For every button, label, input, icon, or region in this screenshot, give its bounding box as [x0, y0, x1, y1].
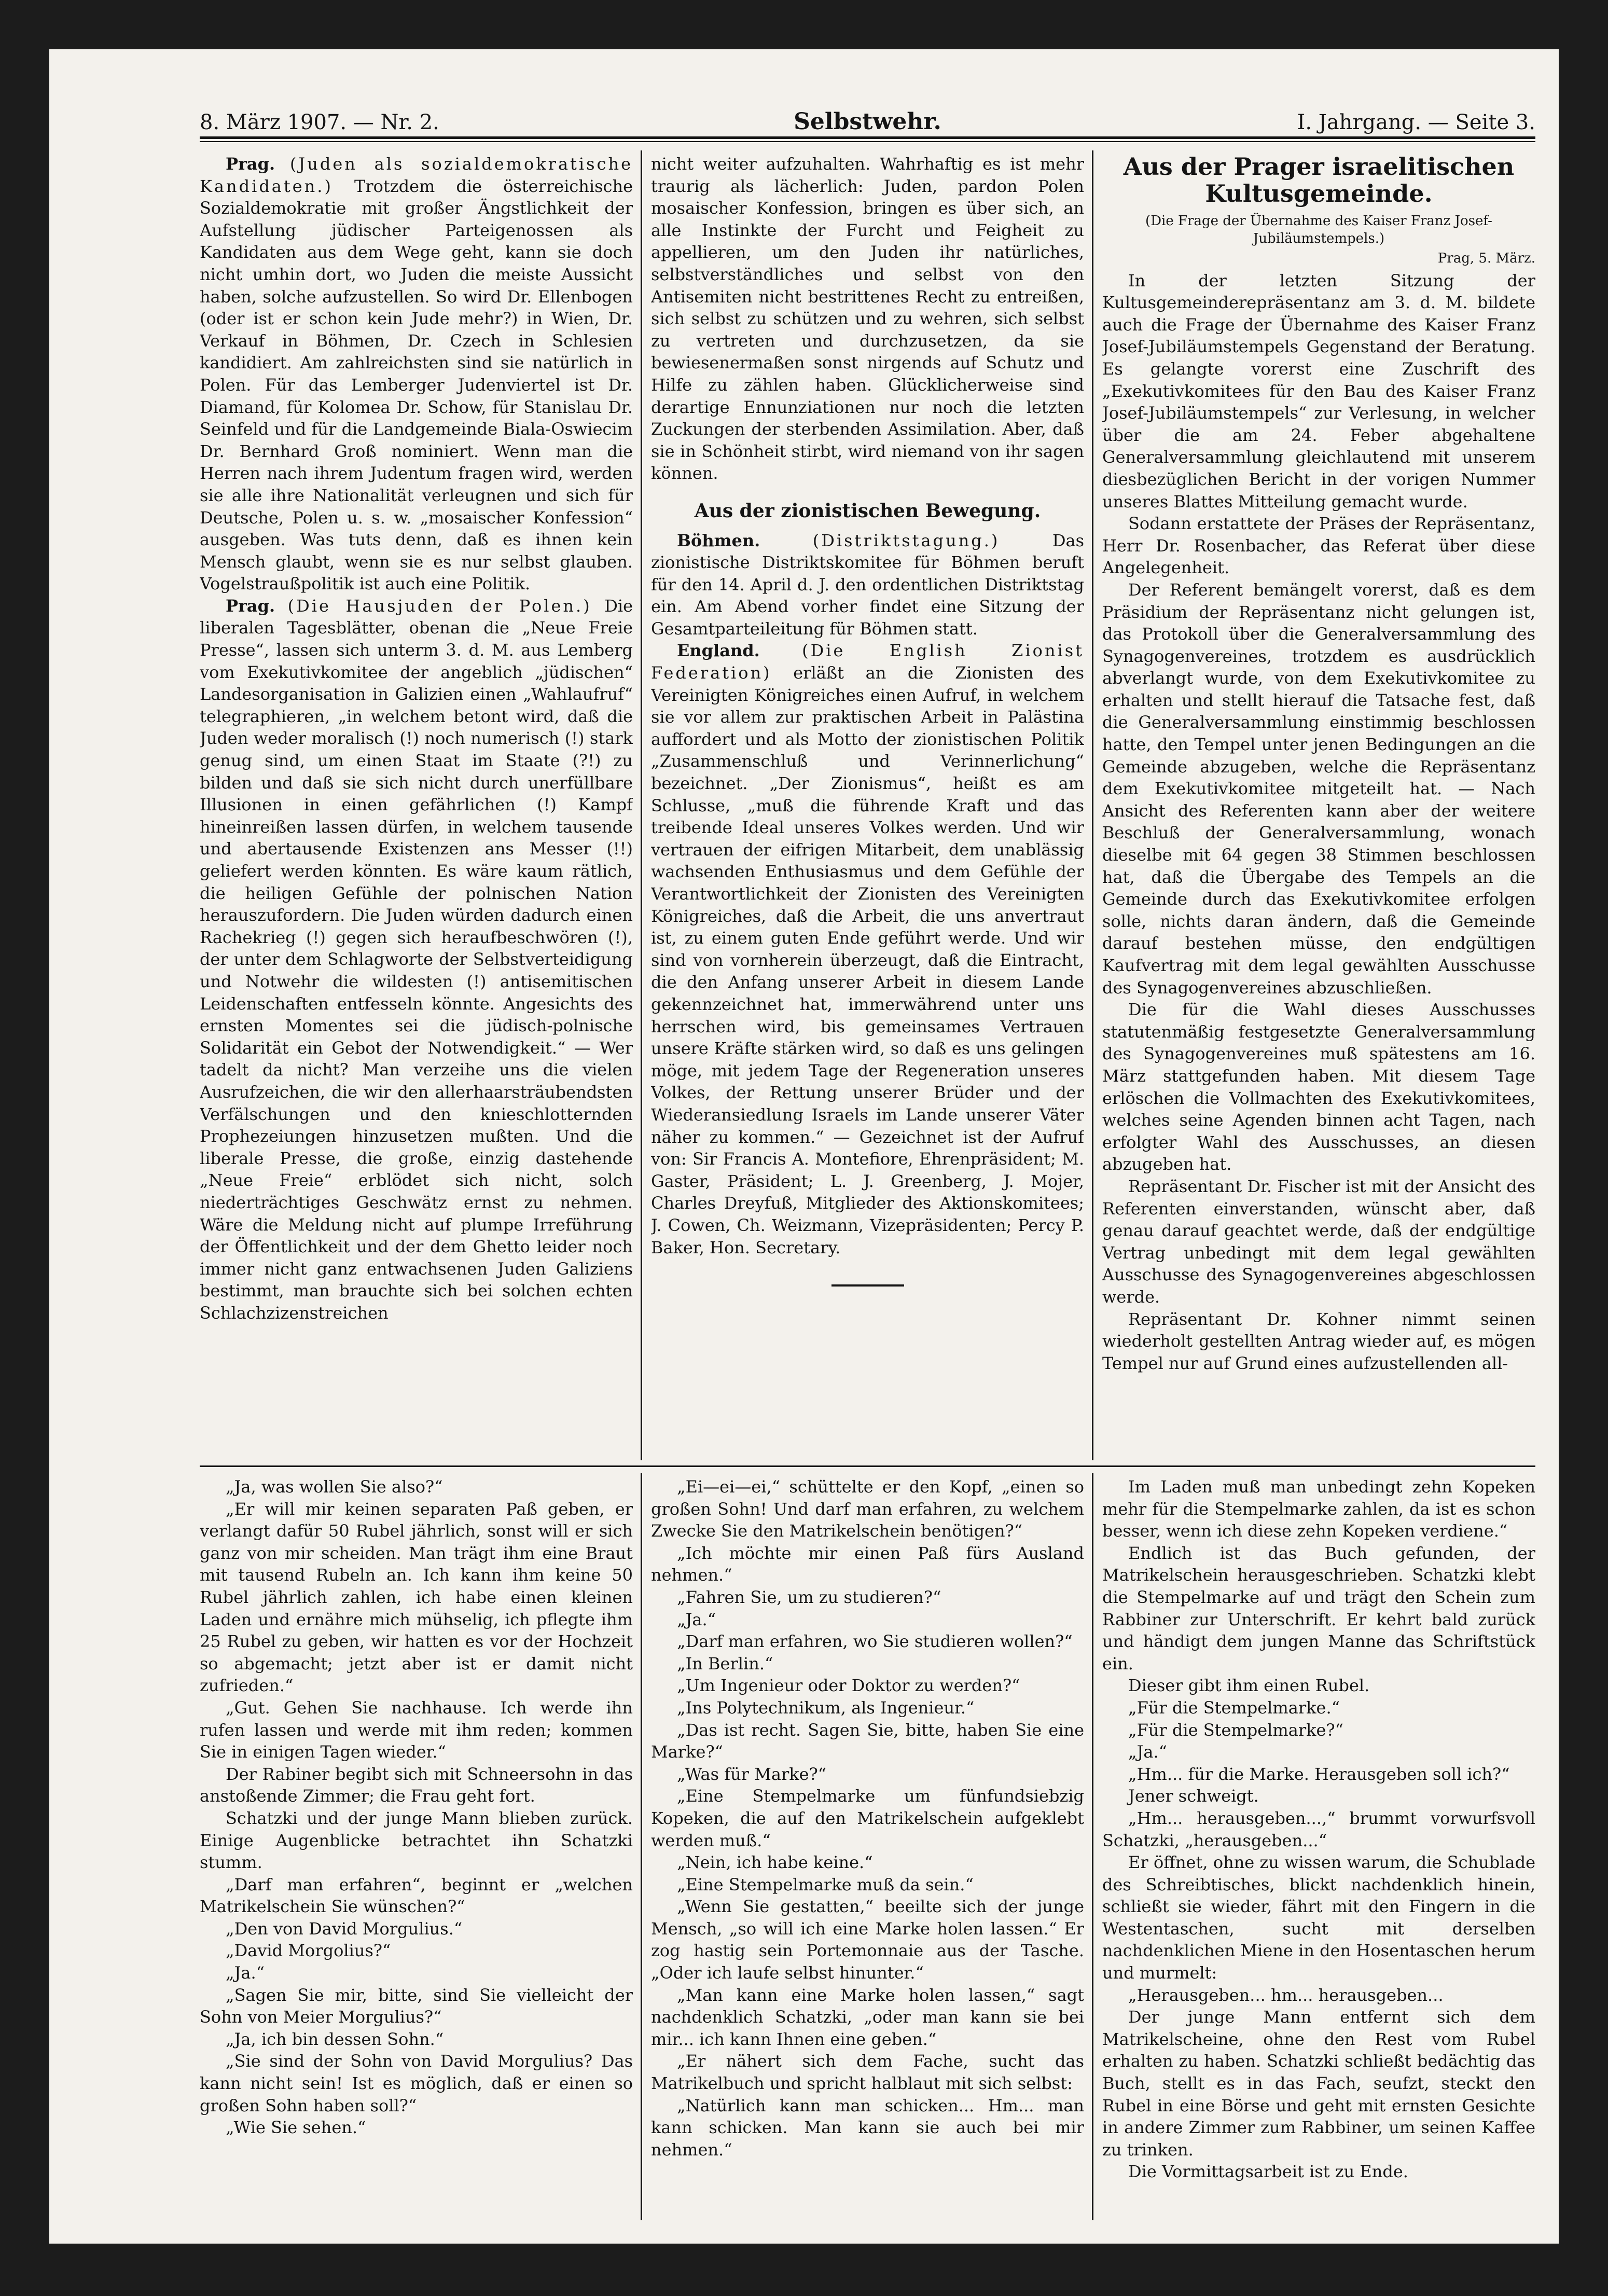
- story-paragraph: Endlich ist das Buch gefunden, der Matrikelschein herausgeschrieben. Schatzki klebt die Stempelmarke auf und trägt den Schein zum Rabbiner zur Unterschrift. Er kehrt bald zurück und händigt dem jungen Manne das Schriftstück ein.: [1102, 1543, 1535, 1673]
- story-paragraph: „Er will mir keinen separaten Paß geben, er verlangt dafür 50 Rubel jährlich, sonst will er sich ganz von mir scheiden. Man trägt ihm eine Braut mit tausend Rubeln an. Ich kann ihm keine 50 Rubel jährlich zahlen, ich habe einen kleinen Laden und ernähre mich mühselig, ich pflegte ihm 25 Rubel zu geben, wir hatten es vor der Hochzeit so abgemacht; jetzt aber ist er damit nicht zufrieden.“: [200, 1499, 633, 1696]
- article-body: Das zionistische Distriktskomitee für Böhmen beruft für den 14. April d. J. den ordentlichen Distriktstag ein. Am Abend vorher findet eine Sitzung der Gesamtparteileitung für Böhmen statt.: [651, 530, 1084, 639]
- paragraph: Der Referent bemängelt vorerst, daß es dem Präsidium der Repräsentanz nicht gelungen ist, das Protokoll über die Generalversammlung des Synagogenvereines, trotzdem es ausdrücklich abverlangt wurde, von dem Exekutivkomitee zu erhalten und stellt hierauf die Tatsache fest, daß die Generalversammlung einstimmig beschlossen hatte, den Tempel unter jenen Bedingungen an die Gemeinde abzugeben, welche die Repräsentanz dem Exekutivkomitee mitgeteilt hat. — Nach Ansicht des Referenten kann aber der weitere Beschluß der Generalversammlung, wonach dieselbe mit 64 gegen 38 Stimmen beschlossen hat, daß die Übergabe des Tempels an die Gemeinde durch das Exekutivkomitee erfolgen solle, nichts daran ändern, daß die Gemeinde darauf bestehen müsse, den endgültigen Kaufvertrag mit dem legal gewählten Ausschusse des Synagogenvereines abzuschließen.: [1102, 579, 1535, 998]
- column-divider: [1092, 1473, 1093, 2220]
- story-paragraph: „Ja, ich bin dessen Sohn.“: [226, 2029, 444, 2049]
- article-body: Trotzdem die österreichische Sozialdemokratie mit großer Ängstlichkeit der Aufstellung jüdischer Parteigenossen als Kandidaten aus dem Wege geht, kann sie doch nicht umhin dort, wo Juden die meiste Aussicht haben, solche aufzustellen. So wird Dr. Ellenbogen (oder ist er schon kein Jude mehr?) in Wien, Dr. Verkauf in Böhmen, Dr. Czech in Schlesien kandidiert. Am zahlreichsten sind sie natürlich in Polen. Für das Lemberger Judenviertel ist Dr. Diamand, für Kolomea Dr. Schow, für Stanislau Dr. Seinfeld und für die Landgemeinde Biala-Oswiecim Dr. Bernhard Groß nominiert. Wenn man die Herren nach ihrem Judentum fragen wird, werden sie alle ihre Nationalität verleugnen und sich für Deutsche, Polen u. s. w. „mosaischer Konfession“ ausgeben. Was tuts denn, daß es ihnen kein Mensch glaubt, wenn sie es nur selbst glauben. Vogelstraußpolitik ist auch eine Politik.: [200, 176, 633, 594]
- column-1: [200, 153, 633, 1458]
- story-paragraph: Er öffnet, ohne zu wissen warum, die Schublade des Schreibtisches, blickt nachdenklich hinein, schließt sie wieder, fährt mit den Fingern in die Westentaschen, sucht mit derselben nachdenklichen Miene in den Hosentaschen herum und murmelt:: [1102, 1852, 1535, 1983]
- article-england: [651, 640, 1084, 1258]
- story-paragraph: „Was für Marke?“: [677, 1764, 827, 1784]
- story-paragraph: „David Morgolius?“: [226, 1941, 391, 1961]
- article-hausjuden: [200, 595, 633, 1324]
- article-heading: (Juden als sozialdemokratische Kandidaten.): [200, 154, 633, 196]
- story-paragraph: „Ei—ei—ei,“ schüttelte er den Kopf, „einen so großen Sohn! Und darf man erfahren, zu welchem Zwecke Sie den Matrikelschein benötigen?“: [651, 1477, 1084, 1541]
- header-rule: [200, 136, 1535, 139]
- story-paragraph: „Hm... für die Marke. Herausgeben soll ich?“: [1128, 1764, 1510, 1784]
- story-paragraph: „Ins Polytechnikum, als Ingenieur.“: [677, 1697, 975, 1718]
- newspaper-page: [49, 49, 1559, 2244]
- story-paragraph: Jener schweigt.: [1128, 1786, 1259, 1806]
- story-paragraph: Im Laden muß man unbedingt zehn Kopeken mehr für die Stempelmarke zahlen, da ist es schon besser, wenn ich diese zehn Kopeken verdiene.“: [1102, 1477, 1535, 1541]
- column-divider: [1092, 150, 1093, 1460]
- story-paragraph: „Nein, ich habe keine.“: [677, 1852, 873, 1873]
- column-divider: [641, 150, 642, 1460]
- article-body: Die liberalen Tagesblätter, obenan die „Neue Freie Presse“, lassen sich unterm 3. d. M. aus Lemberg vom Exekutivkomitee der angeblich „jüdischen“ Landesorganisation in Galizien einen „Wahlaufruf“ telegraphieren, „in welchem betont wird, daß die Juden weder moralisch (!) noch numerisch (!) stark genug sind, um einen Staat im Staate (?!) zu bilden und daß sie sich nicht durch unerfüllbare Illusionen in einen gefährlichen (!) Kampf hineinreißen lassen dürfen, in welchem tausende und abertausende Existenzen ans Messer (!!) geliefert werden könnten. Es wäre kaum rätlich, die heiligen Gefühle der polnischen Nation herauszufordern. Die Juden würden dadurch einen Rachekrieg (!) gegen sich heraufbeschwören (!), der unter dem Schlagworte der Selbstverteidigung und Notwehr die wildesten (!) antisemitischen Leidenschaften entfesseln könnte. Angesichts des ernsten Momentes sei die jüdisch-polnische Solidarität ein Gebot der Notwendigkeit.“ — Wer tadelt da nicht? Man verzeihe uns die vielen Ausrufzeichen, die wir den allerhaarsträubendsten Verfälschungen und den knieschlotternden Prophezeiungen hinzusetzen mußten. Und die liberale Presse, die große, einzig dastehende „Neue Freie“ erblödet sich nicht, solch niederträchtiges Geschwätz ernst zu nehmen. Wäre die Meldung nicht auf plumpe Irreführung der Öffentlichkeit und der dem Ghetto leider noch immer nicht ganz entwachsenen Juden Galiziens bestimmt, man brauchte sich bei solchen echten Schlachzizenstreichen: [200, 596, 633, 1323]
- article-heading: (Distriktstagung.): [812, 530, 1000, 550]
- story-paragraph: „Man kann eine Marke holen lassen,“ sagt nachdenklich Schatzki, „oder man kann sie bei mir... ich kann Ihnen eine geben.“: [651, 1985, 1084, 2049]
- story-paragraph: „Ja.“: [226, 1963, 265, 1983]
- story-paragraph: „Ja.“: [1128, 1742, 1168, 1762]
- header-date-issue: 8. März 1907. — Nr. 2.: [200, 110, 439, 134]
- story-paragraph: „Eine Stempelmarke um fünfundsiebzig Kopeken, die auf den Matrikelschein aufgeklebt werden muß.“: [651, 1786, 1084, 1850]
- story-paragraph: „Darf man erfahren“, beginnt er „welchen Matrikelschein Sie wünschen?“: [200, 1874, 633, 1917]
- story-paragraph: „Sagen Sie mir, bitte, sind Sie vielleicht der Sohn von Meier Morgulius?“: [200, 1985, 633, 2027]
- paragraph: Repräsentant Dr. Fischer ist mit der Ansicht des Referenten einverstanden, wünscht aber, daß genau darauf geachtet werde, daß der endgültige Vertrag unbedingt mit dem legal gewählten Ausschusse des Synagogenvereines abgeschlossen werde.: [1102, 1176, 1535, 1307]
- article-body: erläßt an die Zionisten des Vereinigten Königreiches einen Aufruf, in welchem sie vor allem zur praktischen Arbeit in Palästina auffordert und als Motto der zionistischen Politik „Zusammenschluß und Verinnerlichung“ bezeichnet. „Der Zionismus“, heißt es am Schlusse, „muß die führende Kraft und das treibende Ideal unseres Volkes werden. Und wir vertrauen der eifrigen Mitarbeit, dem unablässig wachsenden Enthusiasmus und dem Gefühle der Verantwortlichkeit der Zionisten des Vereinigten Königreiches, daß die Arbeit, die uns anvertraut ist, zu einem guten Ende geführt werde. Und wir sind von vornherein überzeugt, daß die Eintracht, die den Anfang unserer Arbeit in diesem Lande gekennzeichnet hat, immerwährend unter uns herrschen wird, bis gemeinsames Vertrauen unsere Kräfte stärken wird, so daß es uns gelingen möge, mit jedem Tage der Regeneration unseres Volkes, der Rettung unserer Brüder und der Wiederansiedlung Israels im Lande unserer Väter näher zu kommen.“ — Gezeichnet ist der Aufruf von: Sir Francis A. Montefiore, Ehrenpräsident; M. Gaster, Präsident; L. J. Greenberg, J. Mojer, Charles Dreyfuß, Mitglieder des Aktionskomitees; J. Cowen, Ch. Weizmann, Vizepräsidenten; Percy P. Baker, Hon. Secretary.: [651, 663, 1084, 1257]
- column-divider: [641, 1473, 642, 2220]
- story-paragraph: „Gut. Gehen Sie nachhause. Ich werde ihn rufen lassen und werde mit ihm reden; kommen Sie in einigen Tagen wieder.“: [200, 1697, 633, 1762]
- header-rule-thin: [200, 141, 1535, 142]
- story-paragraph: Dieser gibt ihm einen Rubel.: [1128, 1676, 1370, 1696]
- story-paragraph: „Ich möchte mir einen Paß fürs Ausland nehmen.“: [651, 1543, 1084, 1585]
- article-subtitle: (Die Frage der Übernahme des Kaiser Franz Josef-Jubiläumstempels.): [1145, 213, 1492, 246]
- story-paragraph: Die Vormittagsarbeit ist zu Ende.: [1128, 2162, 1408, 2182]
- story-paragraph: „Den von David Morgulius.“: [226, 1918, 463, 1939]
- story-paragraph: „Das ist recht. Sagen Sie, bitte, haben Sie eine Marke?“: [651, 1720, 1084, 1762]
- story-paragraph: „In Berlin.“: [677, 1653, 773, 1673]
- article-lead-england: England.: [677, 641, 760, 661]
- masthead-title: Selbstwehr.: [794, 108, 941, 135]
- paragraph: Sodann erstattete der Präses der Repräsentanz, Herr Dr. Rosenbacher, das Referat über diese Angelegenheit.: [1102, 514, 1535, 578]
- story-paragraph: „Ja, was wollen Sie also?“: [226, 1477, 443, 1497]
- story-paragraph: „Für die Stempelmarke.“: [1128, 1697, 1340, 1718]
- story-paragraph: „Um Ingenieur oder Doktor zu werden?“: [677, 1676, 1020, 1696]
- header-volume-page: I. Jahrgang. — Seite 3.: [1297, 110, 1535, 134]
- paragraph: Die für die Wahl dieses Ausschusses statutenmäßig festgesetzte Generalversammlung des Synagogenvereines muß spätestens am 16. März stattgefunden haben. Mit diesem Tage erlöschen die Vollmachten des Exekutivkomitees, welches seine Agenden binnen acht Tagen, nach erfolgter Wahl des Ausschusses, an diesen abzugeben hat.: [1102, 1000, 1535, 1174]
- story-paragraph: „Fahren Sie, um zu studieren?“: [677, 1587, 941, 1607]
- article-heading: (Die Hausjuden der Polen.): [287, 596, 592, 616]
- article-lead-boehmen: Böhmen.: [677, 530, 760, 550]
- article-heading: (Die English Zionist Federation): [651, 641, 1084, 683]
- column-2: [651, 153, 1084, 1458]
- feuilleton-column-3: [1102, 1476, 1535, 2218]
- story-paragraph: „Natürlich kann man schicken... Hm... man kann schicken. Man kann sie auch bei mir nehmen.“: [651, 2095, 1084, 2160]
- article-continuation: nicht weiter aufzuhalten. Wahrhaftig es ist mehr traurig als lächerlich: Juden, pardon Polen mosaischer Konfession, bringen es über sich, an alle Instinkte der Furcht und Feigheit zu appellieren, um den Juden ihr natürliches, selbstverständliches und selbst von den Antisemiten nicht bestrittenes Recht zu entreißen, sich selbst zu schützen und zu wehren, sich selbst zu vertreten und durchzusetzen, da sie bewiesenermaßen sonst nirgends auf Schutz und Hilfe zu zählen haben. Glücklicherweise sind derartige Ennunziationen nur noch die letzten Zuckungen der sterbenden Assimilation. Aber, daß sie in Schönheit stirbt, wird niemand von ihr sagen können.: [651, 154, 1084, 483]
- story-paragraph: „Hm... herausgeben...,“ brummt vorwurfsvoll Schatzki, „herausgeben...“: [1102, 1808, 1535, 1850]
- story-paragraph: „Für die Stempelmarke?“: [1128, 1720, 1343, 1740]
- story-paragraph: „Er nähert sich dem Fache, sucht das Matrikelbuch und spricht halblaut mit sich selbst:: [651, 2051, 1084, 2094]
- paragraph: In der letzten Sitzung der Kultusgemeinderepräsentanz am 3. d. M. bildete auch die Frage der Übernahme des Kaiser Franz Josef-Jubiläumstempels Gegenstand der Beratung. Es gelangte vorerst eine Zuschrift des „Exekutivkomitees für den Bau des Kaiser Franz Josef-Jubiläumstempels“ zur Verlesung, in welcher über die am 24. Feber abgehaltene Generalversammlung gleichlautend mit unserem diesbezüglichen Bericht in der vorigen Nummer unseres Blattes Mitteilung gemacht wurde.: [1102, 270, 1535, 511]
- article-lead-prag: Prag.: [226, 596, 275, 616]
- feuilleton-column-1: [200, 1476, 633, 2218]
- story-paragraph: „Wenn Sie gestatten,“ beeilte sich der junge Mensch, „so will ich eine Marke holen lassen.“ Er zog hastig sein Portemonnaie aus der Tasche. „Oder ich laufe selbst hinunter.“: [651, 1897, 1084, 1983]
- feuilleton-column-2: [651, 1476, 1084, 2218]
- feuilleton-rule: [200, 1465, 1535, 1467]
- story-paragraph: „Wie Sie sehen.“: [226, 2118, 366, 2138]
- article-boehmen: [651, 530, 1084, 640]
- story-paragraph: „Sie sind der Sohn von David Morgulius? Das kann nicht sein! Ist es möglich, daß er einen so großen Sohn haben soll?“: [200, 2051, 633, 2115]
- story-paragraph: „Ja.“: [677, 1609, 716, 1629]
- story-paragraph: „Darf man erfahren, wo Sie studieren wollen?“: [677, 1631, 1073, 1652]
- article-title-kultusgemeinde: Aus der Prager israelitischen Kultusgemeinde.: [1123, 153, 1515, 208]
- paragraph: Repräsentant Dr. Kohner nimmt seinen wiederholt gestellten Antrag wieder auf, es mögen Tempel nur auf Grund eines aufzustellenden all-: [1102, 1309, 1535, 1373]
- story-paragraph: „Herausgeben... hm... herausgeben...: [1128, 1985, 1444, 2005]
- story-paragraph: „Eine Stempelmarke muß da sein.“: [677, 1874, 974, 1894]
- column-3: [1102, 153, 1535, 1458]
- story-paragraph: Der junge Mann entfernt sich dem Matrikelscheine, ohne den Rest vom Rubel erhalten zu haben. Schatzki schließt bedächtig das Buch, stellt es in das Fach, seufzt, steckt den Rubel in eine Börse und geht mit ernsten Gesichte in andere Zimmer zum Rabbiner, um seinen Kaffee zu trinken.: [1102, 2007, 1535, 2160]
- story-paragraph: Der Rabiner begibt sich mit Schneersohn in das anstoßende Zimmer; die Frau geht fort.: [200, 1764, 633, 1806]
- story-paragraph: Schatzki und der junge Mann blieben zurück. Einige Augenblicke betrachtet ihn Schatzki stumm.: [200, 1808, 633, 1873]
- article-lead-prag: Prag.: [226, 154, 275, 174]
- end-rule: [831, 1284, 904, 1287]
- article-juden-kandidaten: [200, 153, 633, 595]
- section-title-zionist: Aus der zionistischen Bewegung.: [694, 500, 1041, 522]
- article-dateline: Prag, 5. März.: [1437, 251, 1535, 266]
